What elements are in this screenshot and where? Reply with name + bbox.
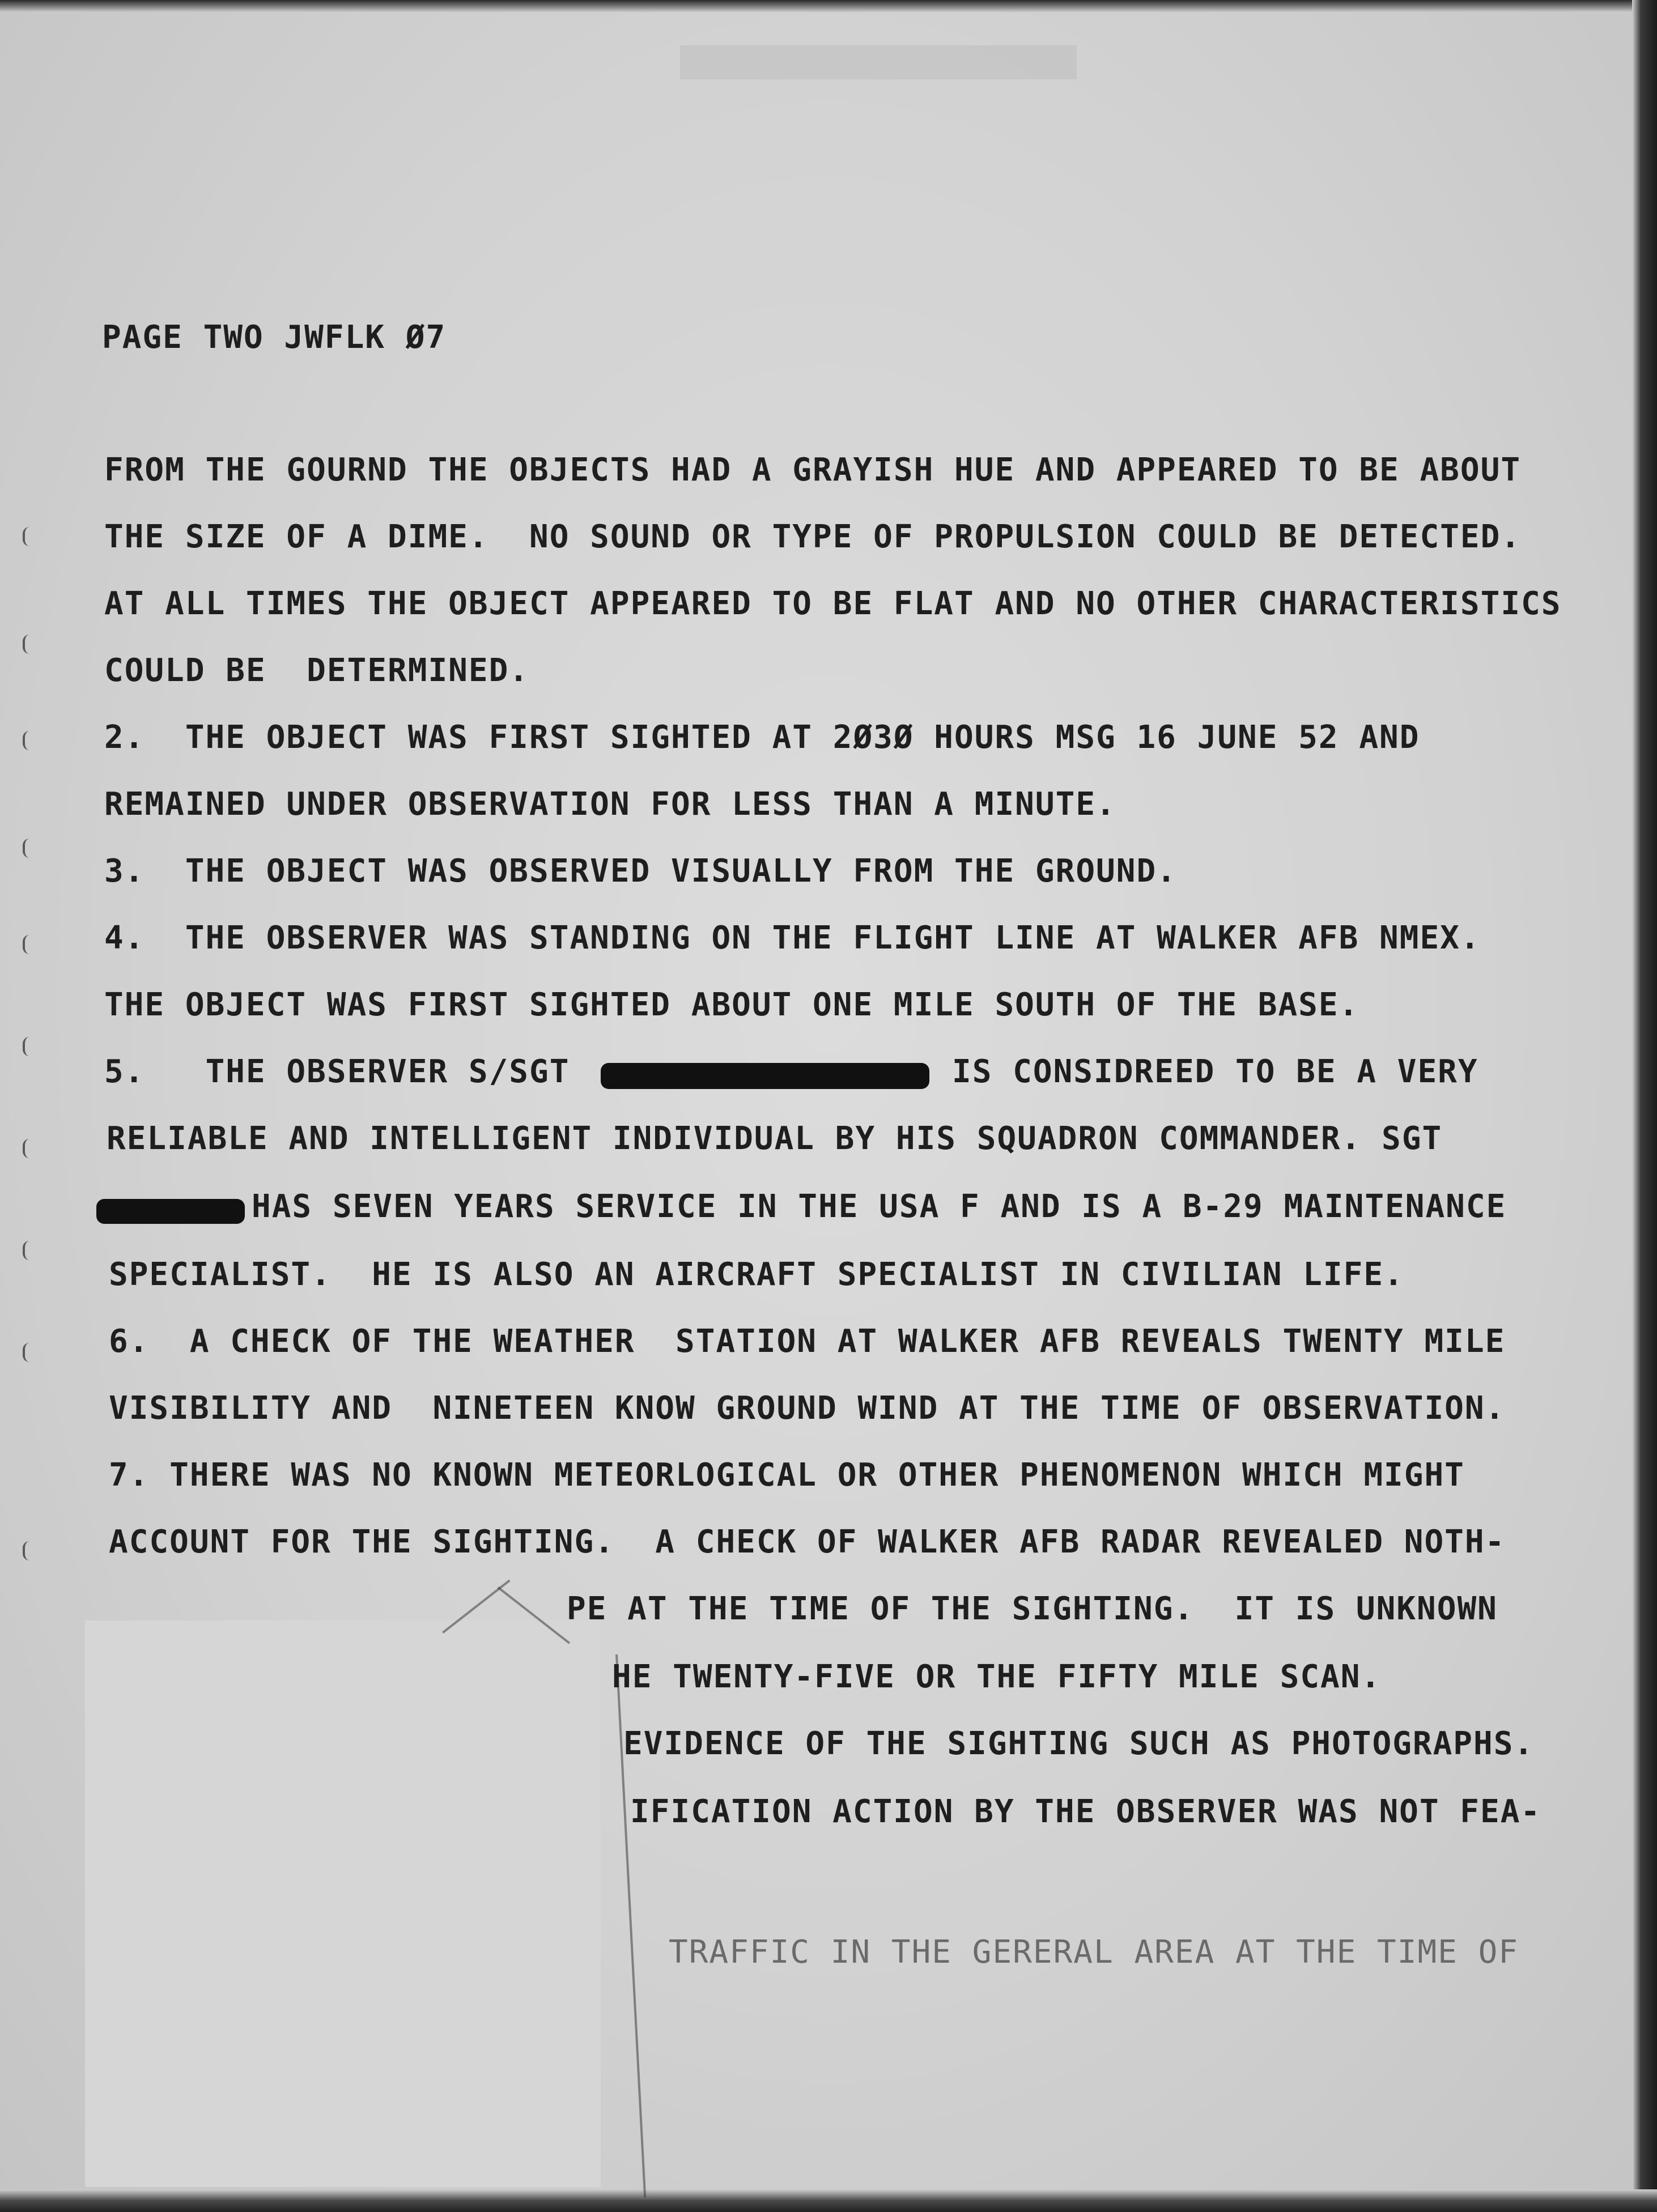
text-line: THE OBJECT WAS FIRST SIGHTED ABOUT ONE MILE SOUTH OF THE BASE. xyxy=(104,986,1359,1023)
text-line: THE SIZE OF A DIME. NO SOUND OR TYPE OF PROPULSION COULD BE DETECTED. xyxy=(104,518,1522,555)
text-line-partial: HE TWENTY-FIVE OR THE FIFTY MILE SCAN. xyxy=(612,1658,1382,1695)
text-line: 2. THE OBJECT WAS FIRST SIGHTED AT 2Ø3Ø HOURS MSG 16 JUNE 52 AND xyxy=(104,719,1420,756)
redaction-bar xyxy=(601,1063,929,1089)
text-line: FROM THE GOURND THE OBJECTS HAD A GRAYISH HUE AND APPEARED TO BE ABOUT xyxy=(104,452,1522,488)
text-line: ACCOUNT FOR THE SIGHTING. A CHECK OF WALKER AFB RADAR REVEALED NOTH- xyxy=(109,1524,1506,1560)
page-header: PAGE TWO JWFLK Ø7 xyxy=(102,319,447,356)
margin-mark xyxy=(23,1343,31,1362)
text-line: HAS SEVEN YEARS SERVICE IN THE USA F AND IS A B-29 MAINTENANCE xyxy=(252,1188,1507,1225)
text-line: REMAINED UNDER OBSERVATION FOR LESS THAN A MINUTE. xyxy=(104,786,1116,823)
top-film-edge xyxy=(0,0,1657,12)
margin-mark xyxy=(23,839,31,858)
text-line: 6. A CHECK OF THE WEATHER STATION AT WALKER AFB REVEALS TWENTY MILE xyxy=(109,1323,1506,1360)
text-line: SPECIALIST. HE IS ALSO AN AIRCRAFT SPECIALIST IN CIVILIAN LIFE. xyxy=(109,1256,1404,1293)
text-line: VISIBILITY AND NINETEEN KNOW GROUND WIND AT THE TIME OF OBSERVATION. xyxy=(109,1390,1506,1427)
text-line: COULD BE DETERMINED. xyxy=(104,652,530,689)
text-line-partial: IFICATION ACTION BY THE OBSERVER WAS NOT FEA- xyxy=(630,1793,1541,1830)
redaction-bar xyxy=(96,1199,245,1224)
text-line: 3. THE OBJECT WAS OBSERVED VISUALLY FROM THE GROUND. xyxy=(104,853,1177,890)
margin-mark xyxy=(23,635,31,654)
text-line: 5. THE OBSERVER S/SGT xyxy=(104,1053,570,1090)
text-line-partial: EVIDENCE OF THE SIGHTING SUCH AS PHOTOGRAPHS. xyxy=(623,1725,1535,1762)
show-through-smudge xyxy=(680,45,1077,79)
text-line: IS CONSIDREED TO BE A VERY xyxy=(952,1053,1478,1090)
bottom-film-edge xyxy=(0,2189,1657,2212)
margin-mark xyxy=(23,935,31,954)
text-line-partial: PE AT THE TIME OF THE SIGHTING. IT IS UNKNOWN xyxy=(567,1590,1498,1627)
torn-blank-area xyxy=(85,1620,601,2187)
right-film-edge xyxy=(1632,0,1657,2212)
text-line: 4. THE OBSERVER WAS STANDING ON THE FLIGHT LINE AT WALKER AFB NMEX. xyxy=(104,920,1481,956)
margin-mark xyxy=(23,1241,31,1260)
margin-mark xyxy=(23,1037,31,1056)
margin-mark xyxy=(23,1139,31,1158)
margin-mark xyxy=(23,731,31,750)
faded-text-line: TRAFFIC IN THE GERERAL AREA AT THE TIME OF xyxy=(669,1934,1519,1971)
text-line: 7. THERE WAS NO KNOWN METEORLOGICAL OR OTHER PHENOMENON WHICH MIGHT xyxy=(109,1457,1465,1494)
text-line: AT ALL TIMES THE OBJECT APPEARED TO BE FLAT AND NO OTHER CHARACTERISTICS xyxy=(104,585,1562,622)
text-line: RELIABLE AND INTELLIGENT INDIVIDUAL BY HIS SQUADRON COMMANDER. SGT xyxy=(107,1120,1443,1157)
margin-mark xyxy=(23,1541,31,1560)
margin-mark xyxy=(23,527,31,546)
